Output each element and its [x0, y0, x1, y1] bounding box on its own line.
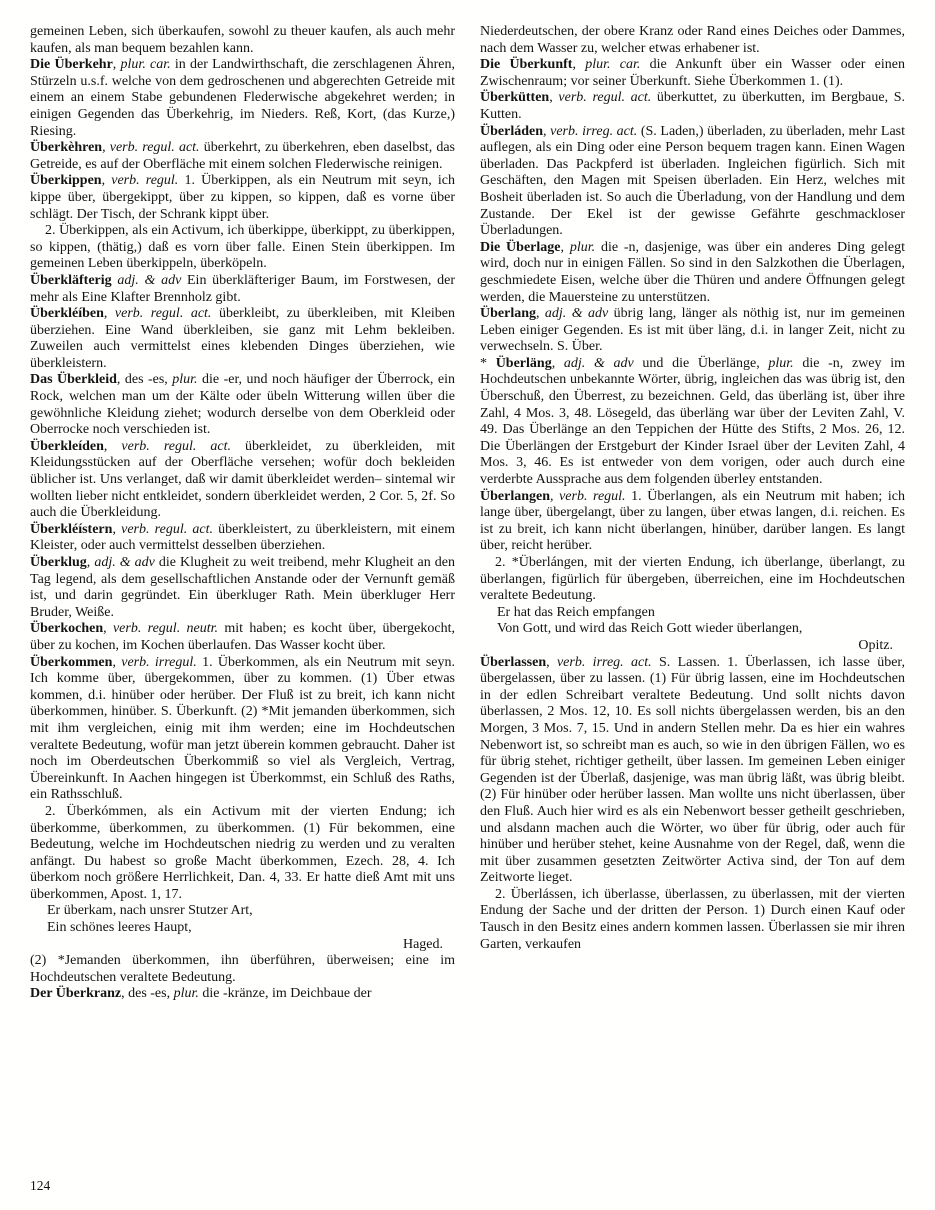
text-run: überkehrt, zu überkehren, eben daselbst, das Getreide, es auf der Oberfläche mit einem solchen Flederwische reinigen.: [30, 140, 456, 172]
headword: Die Überkehr: [30, 57, 113, 73]
text-run: ,: [550, 488, 560, 504]
entry-paragraph: [30, 24, 455, 57]
text-run: ,: [560, 239, 570, 255]
entry-paragraph: [30, 953, 455, 986]
text-run: ,: [549, 90, 559, 106]
text-run: überkuttet, zu überkutten, im Bergbaue, S. Kutten.: [480, 90, 906, 122]
text-run: Ein überkläfteriger Baum, im Forstwesen, der mehr als Eine Klafter Brennholz gibt.: [30, 272, 456, 305]
grammar-label: adj. & adv: [563, 355, 634, 371]
headword: Überläng: [495, 355, 552, 371]
text-run: die -er, und noch häufiger der Überrock, ein Rock, welchen man um der Kälte oder übeln Witterung willen über die gewöhnliche Kleidung ziehet; wodurch derselbe von dem Oberkleid oder Oberrocke noch verschieden ist.: [30, 372, 455, 438]
verse-attribution: [480, 638, 905, 655]
text-run: (2) *Jemanden überkommen, ihn überführen, überweisen; eine im Hochdeutschen veraltete Bedeutung.: [30, 953, 455, 985]
dictionary-entry: [30, 372, 455, 438]
page-number: 124: [30, 1178, 51, 1193]
text-run: S. Lassen. 1. Überlassen, ich lasse über, übergelassen, über zu lassen. (1) Für übrig lassen, eine im Hochdeutschen in der edlen Schreibart veraltete Bedeutung. Und sollt nichts davon überlassen, 2 Mos. 12, 10. Es soll nichts übergelassen werden, bis an den Morgen, 3 Mos. 7, 15. Und in andern Stellen mehr. Da es hier ein wahres Nebenwort ist, so schreibt man es auch, so wie in den übrigen Fällen, wo es für übrig stehet, richtiger getheilt, über lassen. Im gemeinen Leben einiger Gegenden ist der Überlaß, dasjenige, was man übrig läßt, was übrig bleibt. (2) Für hinüber oder herüber lassen. Man wollte uns nicht überlassen, über den Fluß. Auch hier wird es als ein Nebenwort besser getheilt geschrieben, und alsdann machen auch die Wörter, wo über für übrig, oder auch für hinüber und herüber stehet, keine Ausnahme von der Regel, daß, wenn die mit über zusammen gesetzten Zeitwörter Activa sind, der Ton auf dem Zeitworte lieget.: [480, 654, 906, 886]
headword: Überkommen: [30, 654, 113, 670]
grammar-label: verb. regul.: [559, 488, 626, 504]
grammar-label: verb. regul. neutr.: [112, 621, 219, 637]
headword: Überklug: [30, 555, 87, 570]
grammar-label: verb. irreg. act.: [550, 123, 638, 139]
text-run: , des -es,: [116, 372, 173, 388]
grammar-label: adj. & adv: [117, 272, 182, 288]
text-run: ,: [546, 654, 557, 670]
headword: Das Überkleid: [30, 372, 117, 388]
text-run: ,: [103, 621, 113, 637]
headword: Die Überlage: [480, 239, 561, 255]
text-run: überkleidet, zu überkleiden, mit Kleidungsstücken auf der Oberfläche versehen; wofür doch bekleiden üblicher ist. Uns verlanget, daß wir damit überkleidet werden– sintemal wir wollten lieber nicht entkleidet, sondern überkleidet werden, 2 Cor. 5, 2f. So auch die Überkleidung.: [30, 438, 456, 521]
headword: Überlang: [480, 306, 536, 322]
headword: Überlassen: [480, 654, 547, 670]
text-run: die -n, dasjenige, was über ein anderes Ding gelegt wird, doch nur in einigen Fällen. So sind in den Salzkothen die Überlagen, geschmiedete Eisen, welche über die Thüren und andere Öffnungen gelegt werden, die Mauersteine zu unterstützen.: [480, 239, 905, 305]
text-run: übrig lang, länger als nöthig ist, nur im gemeinen Leben einiger Gegenden. Es ist mit über läng, d.i. in langer Zeit, nicht zu verwechseln. S. Über.: [480, 306, 906, 355]
dictionary-entry: [30, 555, 455, 621]
grammar-label: verb. regul. act.: [558, 90, 652, 106]
text-run: 1. Überkommen, als ein Neutrum mit seyn. Ich komme über, übergekommen, über zu kommen. (1) Über etwas kommen, d.i. hinüber oder herüber. Der Fluß ist zu breit, ich kann nicht überkommen, hinüber. S. Überkunft. (2) *Mit jemanden überkommen, sich mit ihm vergleichen, einig mit ihm werden; eine im Hochdeutschen veraltete Bedeutung, wofür man jetzt überein kommen gebraucht. Daher ist noch im Oberdeutschen Überkommiß so viel als Vergleich, Vertrag, Übereinkunft. In Aachen hingegen ist Überkommst, ein Schluß des Raths, ein Rathsschluß.: [30, 654, 456, 803]
verse-line: [497, 621, 905, 638]
dictionary-entry: [30, 306, 455, 372]
text-run: 2. Überkómmen, als ein Activum mit der vierten Endung; ich überkomme, überkommen, zu überkommen. (1) Für bekommen, eine Bedeutung, welche im Hochdeutschen niedrig zu werden und zu veralten anfängt. Du habest so große Macht überkommen, Ezech. 28, 4. Ich überkom noch größere Herrlichkeit, Dan. 4, 33. Er hatte dieß Amt mit uns überkommen, Apost. 1, 17.: [30, 803, 455, 902]
left-column: [30, 24, 455, 1003]
dictionary-entry: [480, 489, 905, 555]
headword: Überkleíden: [30, 438, 104, 454]
dictionary-entry: [30, 655, 455, 804]
text-run: in der Landwirthschaft, die zerschlagenen Ähren, Stürzeln u.s.f. welche von dem gedroschenen und abgerechten Getreide mit einem an einem Stabe gebundenen Flederwische abgekehret werden; in einigen Gegenden das Überkehrig, im Nieders. Reß, Kort, (das Kurze,) Riesing.: [30, 57, 455, 139]
verse-attribution: [30, 937, 455, 954]
dictionary-entry: [30, 173, 455, 223]
text-run: Von Gott, und wird das Reich Gott wieder überlangen,: [497, 621, 803, 637]
dictionary-entry: [30, 986, 455, 1003]
grammar-label: adj. & adv: [544, 306, 609, 322]
text-run: ,: [112, 521, 122, 537]
text-run: ,: [112, 654, 122, 670]
right-column: [480, 24, 905, 1003]
entry-paragraph: [480, 555, 905, 605]
dictionary-entry: [480, 306, 905, 356]
text-run: ,: [543, 123, 551, 139]
text-run: (S. Laden,) überladen, zu überladen, mehr Last auflegen, als ein Ding oder eine Person bequem tragen kann. Einen Wagen überladen. Das Packpferd ist überladen. Ingleichen figürlich. Sich mit Geschäften, den Magen mit Speisen überladen. Ein Herz, welches mit Bosheit überladen ist. So auch die Überladung, von der Handlung und dem Zustande. Der Ekel ist der gewisse Gefährte geschmackloser Überladungen.: [480, 123, 906, 239]
headword: Überkütten: [480, 90, 550, 106]
text-run: 1. Überlangen, als ein Neutrum mit haben; ich lange über, übergelangt, über zu langen, über etwas langen, d.i. reichen. Es ist zu breit, ich kann nicht überlangen, hinüber, darüber langen. Es langt über, reicht herüber.: [480, 488, 905, 554]
entry-paragraph: [30, 804, 455, 904]
dictionary-entry: [30, 522, 455, 555]
grammar-label: verb. regul. act.: [121, 438, 231, 454]
headword: Der Überkranz: [30, 986, 122, 1002]
grammar-label: plur. car.: [120, 57, 171, 73]
headword: Überlangen: [480, 488, 550, 504]
text-run: ,: [112, 57, 121, 73]
verse-line: [47, 920, 455, 937]
two-column-text-area: [30, 24, 905, 1003]
text-run: ,: [101, 173, 112, 189]
dictionary-entry: [480, 57, 905, 90]
text-run: ,: [86, 555, 95, 570]
entry-paragraph: [480, 887, 905, 953]
text-run: Niederdeutschen, der obere Kranz oder Rand eines Deiches oder Dammes, nach dem Wasser zu, welcher etwas erhabener ist.: [480, 24, 905, 56]
text-run: ,: [102, 140, 110, 156]
text-run: die Klugheit zu weit treibend, mehr Klugheit an den Tag legend, als dem gesellschaftlichen Anstande oder der Vernunft gemäß ist, und darin gegründet. Ein überkluger Rath. Mein überkluger Herr Bruder, Weiße.: [30, 555, 455, 620]
text-run: 2. Überlássen, ich überlasse, überlassen, zu überlassen, mit der vierten Endung der Sache und der dritten der Person. 1) Durch einen Kauf oder Tausch in den Besitz eines andern kommen lassen. Überlassen sie mir ihren Garten, verkaufen: [480, 886, 905, 952]
text-run: ,: [103, 306, 115, 322]
dictionary-entry: [30, 273, 455, 306]
headword: Überkléíben: [30, 306, 104, 322]
text-run: ,: [551, 355, 564, 371]
dictionary-entry: [30, 57, 455, 140]
text-run: die Ankunft über ein Wasser oder einen Zwischenraum; vor seiner Überkunft. Siehe Überkommen 1. (1).: [480, 57, 906, 89]
text-run: überkleistert, zu überkleistern, mit einem Kleister, oder auch vermittelst desselben überziehen.: [30, 521, 455, 554]
text-run: *: [480, 355, 496, 371]
grammar-label: verb. regul. act.: [114, 306, 212, 322]
headword: Die Überkunft: [480, 57, 573, 73]
dictionary-entry: [480, 90, 905, 123]
dictionary-entry: [480, 356, 905, 489]
dictionary-entry: [30, 439, 455, 522]
grammar-label: plur. car.: [585, 57, 641, 73]
entry-paragraph: [480, 24, 905, 57]
text-run: Opitz.: [858, 637, 893, 653]
headword: Überkippen: [30, 173, 102, 189]
headword: Überkléístern: [30, 521, 113, 537]
text-run: 2. *Überlángen, mit der vierten Endung, ich überlange, überlangt, zu überlangen, figürlich für übergeben, überreichen, eine im Hochdeutschen veraltete Bedeutung.: [480, 555, 905, 604]
entry-paragraph: [30, 223, 455, 273]
text-run: 1. Überkippen, als ein Neutrum mit seyn, ich kippe über, übergekippt, über zu kippen, so kippen, daß es vorne über schlägt. Der Tisch, der Schrank kippt über.: [30, 173, 455, 222]
grammar-label: verb. regul.: [111, 173, 179, 189]
text-run: mit haben; es kocht über, übergekocht, über zu kochen, im Kochen überlaufen. Das Wasser kocht über.: [30, 621, 455, 653]
verse-line: [497, 605, 905, 622]
text-run: Er hat das Reich empfangen: [497, 604, 655, 620]
text-run: ,: [536, 306, 545, 322]
text-run: ,: [572, 57, 586, 73]
text-run: Ein schönes leeres Haupt,: [47, 920, 192, 936]
text-run: die -kränze, im Deichbaue der: [198, 986, 372, 1002]
dictionary-entry: [480, 655, 905, 887]
text-run: , des -es,: [121, 986, 174, 1002]
dictionary-entry: [480, 124, 905, 240]
headword: Überkèhren: [30, 140, 103, 156]
grammar-label: verb. irreg. act.: [556, 654, 652, 670]
text-run: Er überkam, nach unsrer Stutzer Art,: [47, 903, 253, 919]
text-run: Haged.: [402, 936, 443, 952]
grammar-label: adj. & adv: [94, 555, 155, 570]
headword: Überkläfterig: [30, 272, 112, 288]
grammar-label: plur.: [569, 239, 596, 255]
grammar-label: plur.: [172, 372, 198, 388]
text-run: 2. Überkippen, als ein Activum, ich überkippe, überkippt, zu überkippen, so kippen, (thätig,) daß es vorn über falle. Einen Stein überkippen. Im gemeinen Leben überkippeln, überköpeln.: [30, 223, 455, 272]
text-run: und die Überlänge,: [633, 355, 769, 371]
grammar-label: verb. irregul.: [121, 654, 197, 670]
verse-line: [47, 903, 455, 920]
grammar-label: plur.: [173, 986, 199, 1002]
headword: Überkochen: [30, 621, 104, 637]
grammar-label: verb. regul. act.: [109, 140, 200, 156]
dictionary-entry: [480, 240, 905, 306]
grammar-label: plur.: [768, 355, 794, 371]
dictionary-entry: [30, 621, 455, 654]
text-run: ,: [103, 438, 122, 454]
dictionary-entry: [30, 140, 455, 173]
text-run: die -n, zwey im Hochdeutschen unbekannte Wörter, übrig, ingleichen das was übrig ist, den Überschuß, den Überrest, zu bezeichnen. Geld, das überläng ist, über ihre Zahl, 4 Mos. 3, 48. Lösegeld, das überläng war über der Leviten Zahl, V. 49. Das Überlänge an den Teppichen der Hütte des Stifts, 2 Mos. 26, 12. Die Überlängen der Erstgeburt der Kinder Israel über der Leviten Zahl, 4 Mos. 3, 46. Es ist entweder von dem vorigen, oder auch durch eine verderbte Aussprache aus dem folgenden überley entstanden.: [480, 355, 905, 488]
grammar-label: verb. regul. act.: [121, 521, 213, 537]
text-run: gemeinen Leben, sich überkaufen, sowohl zu theuer kaufen, als auch mehr kaufen, als man bequem bezahlen kann.: [30, 24, 455, 56]
text-run: überkleibt, zu überkleiben, mit Kleiben überziehen. Eine Wand überkleiben, sie ganz mit Lehm bekleiben. Zuweilen auch vermittelst eines klebenden Dinges überziehen, wie überkleistern.: [30, 306, 456, 371]
headword: Überláden: [480, 123, 543, 139]
